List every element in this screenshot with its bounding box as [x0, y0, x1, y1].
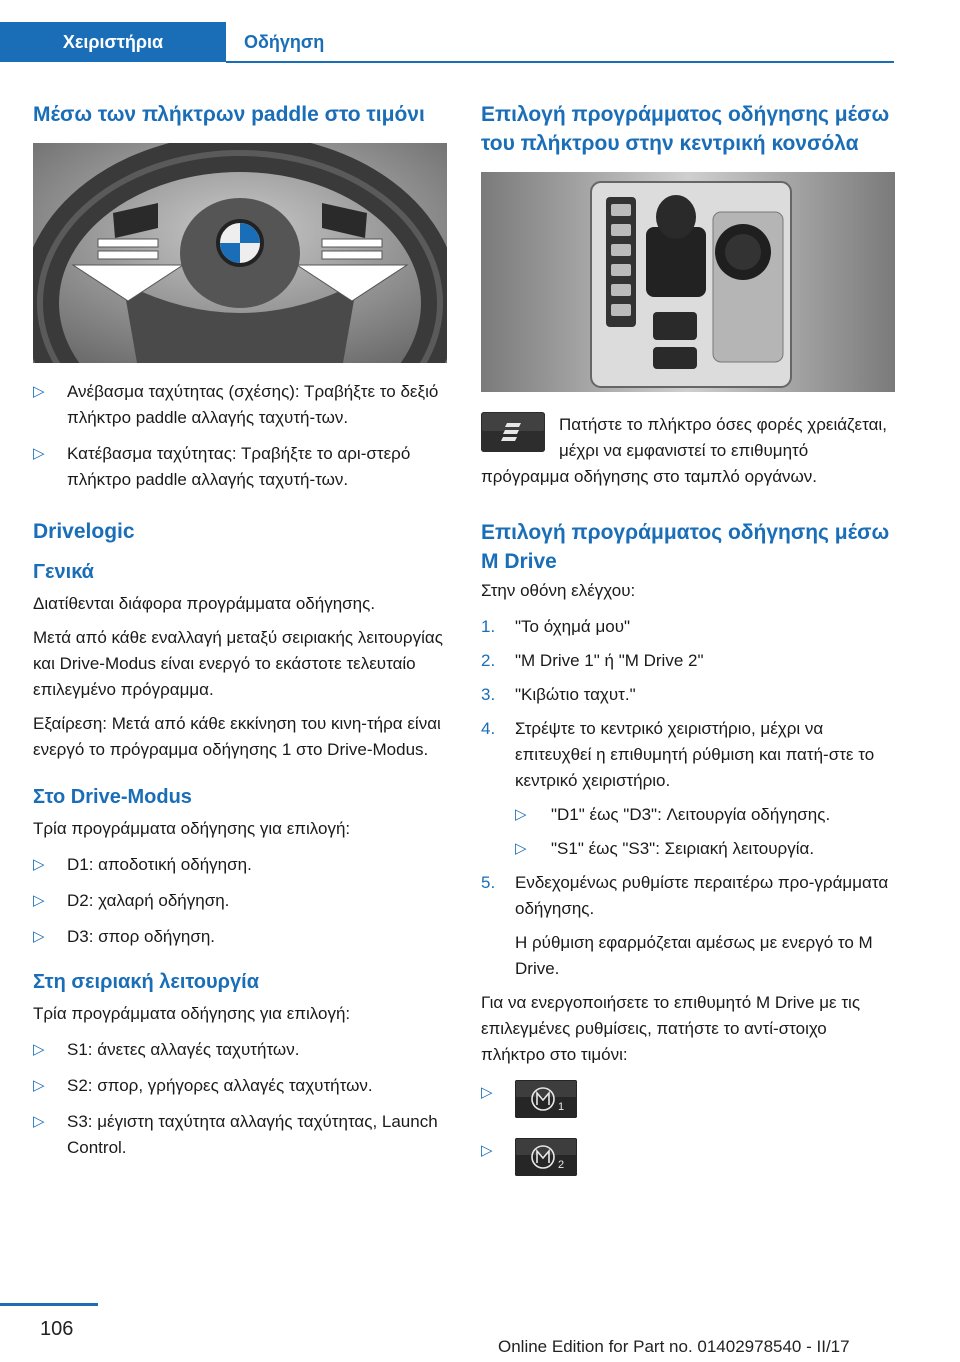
top-header	[0, 0, 960, 62]
drive-mode-button-icon	[481, 412, 545, 452]
console-instruction	[481, 412, 895, 490]
header-divider	[226, 61, 894, 63]
center-console-photo	[481, 172, 895, 392]
m2-subscript: 2	[558, 1159, 565, 1171]
list-item: 2. "M Drive 1" ή "M Drive 2"	[481, 651, 704, 670]
serial-intro: Τρία προγράμματα οδήγησης για επιλογή:	[33, 1004, 351, 1023]
mdrive-intro: Στην οθόνη ελέγχου:	[481, 581, 636, 600]
edition-info: Online Edition for Part no. 01402978540 - II/17	[498, 1337, 850, 1356]
bullet-icon: ▷	[481, 1084, 493, 1101]
bullet-icon: ▷	[33, 856, 45, 873]
list-item: ▷ "D1" έως "D3": Λειτουργία οδήγησης.	[481, 802, 895, 828]
heading-paddle: Μέσω των πλήκτρων paddle στο τιμόνι	[33, 103, 425, 126]
heading-mdrive-selection: Επιλογή προγράμματος οδήγησης μέσω M Drive	[481, 521, 890, 573]
bullet-icon: ▷	[33, 928, 45, 945]
page-number: 106	[40, 1318, 74, 1340]
bullet-icon: ▷	[33, 1113, 45, 1130]
heading-drivelogic: Drivelogic	[33, 520, 135, 543]
list-item: 1. "Το όχημά μου"	[481, 617, 631, 636]
step5-note: Η ρύθμιση εφαρμόζεται αμέσως με ενεργό το M Drive.	[515, 933, 873, 978]
list-item: ▷ D1: αποδοτική οδήγηση.	[33, 852, 447, 878]
tab-driving[interactable]: Οδήγηση	[244, 31, 325, 52]
list-item: ▷ D3: σπορ οδήγηση.	[33, 924, 447, 950]
general-text-3: Εξαίρεση: Μετά από κάθε εκκίνηση του κινη-τήρα είναι ενεργό το πρόγραμμα οδήγησης 1 στο Drive-Modus.	[33, 714, 441, 759]
mdrive-outro: Για να ενεργοποιήσετε το επιθυμητό M Drive με τις επιλεγμένες ρυθμίσεις, πατήστε το αντί-στοιχο πλήκτρο στο τιμόνι:	[481, 993, 861, 1064]
bullet-icon: ▷	[481, 1142, 493, 1159]
console-instruction-text: Πατήστε το πλήκτρο όσες φορές χρειάζεται, μέχρι να εμφανιστεί το επιθυμητό πρόγραμμα οδήγησης στο ταμπλό οργάνων.	[481, 415, 887, 486]
list-item: 5. Ενδεχομένως ρυθμίστε περαιτέρω προ-γράμματα οδήγησης. Η ρύθμιση εφαρμόζεται αμέσως με ενεργό το M Drive.	[481, 870, 895, 982]
heading-serial-mode: Στη σειριακή λειτουργία	[33, 971, 259, 993]
list-item: ▷ S2: σπορ, γρήγορες αλλαγές ταχυτήτων.	[33, 1073, 447, 1099]
bullet-icon: ▷	[33, 1077, 45, 1094]
paddle-list	[33, 379, 447, 493]
mdrive-steps	[481, 614, 895, 982]
heading-general: Γενικά	[33, 561, 94, 583]
right-column	[481, 100, 895, 1192]
left-column	[33, 100, 447, 1171]
mdrive-buttons-list	[481, 1080, 895, 1182]
bullet-icon: ▷	[33, 1041, 45, 1058]
heading-console-selection: Επιλογή προγράμματος οδήγησης μέσω του πλήκτρου στην κεντρική κονσόλα	[481, 103, 890, 155]
steering-wheel-photo	[33, 143, 447, 363]
center-console-illustration	[481, 172, 895, 392]
list-item: ▷ Ανέβασμα ταχύτητας (σχέσης): Τραβήξτε το δεξιό πλήκτρο paddle αλλαγής ταχυτή-των.	[33, 379, 447, 431]
step4-sublist	[481, 802, 895, 862]
drive-modus-intro: Τρία προγράμματα οδήγησης για επιλογή:	[33, 819, 351, 838]
tab-controls[interactable]: Χειριστήρια	[0, 22, 226, 62]
bullet-icon: ▷	[33, 445, 45, 462]
bullet-icon: ▷	[33, 383, 45, 400]
drive-modus-list	[33, 852, 447, 950]
list-item: 3. "Κιβώτιο ταχυτ."	[481, 685, 636, 704]
footer-divider	[0, 1303, 98, 1306]
list-item: ▷ D2: χαλαρή οδήγηση.	[33, 888, 447, 914]
heading-drive-modus: Στο Drive-Modus	[33, 786, 192, 808]
steering-wheel-illustration	[33, 143, 447, 363]
bullet-icon: ▷	[33, 892, 45, 909]
list-item: ▷ S1: άνετες αλλαγές ταχυτήτων.	[33, 1037, 447, 1063]
list-item: 4. Στρέψτε το κεντρικό χειριστήριο, μέχρι να επιτευχθεί η επιθυμητή ρύθμιση και πατή-στε το κεντρικό χειριστήριο. ▷ "D1" έως "D3": Λειτουργία οδήγησης. ▷ "S1" έως "S3": Σειριακή λειτουργία.	[481, 716, 895, 862]
list-item	[481, 1080, 895, 1124]
bullet-icon: ▷	[515, 806, 527, 823]
m1-button-icon	[515, 1080, 577, 1118]
serial-list	[33, 1037, 447, 1161]
list-item	[481, 1138, 895, 1182]
list-item: ▷ S3: μέγιστη ταχύτητα αλλαγής ταχύτητας, Launch Control.	[33, 1109, 447, 1161]
m2-button-icon	[515, 1138, 577, 1176]
m1-subscript: 1	[558, 1101, 565, 1113]
general-text-1: Διατίθενται διάφορα προγράμματα οδήγησης.	[33, 594, 376, 613]
general-text-2: Μετά από κάθε εναλλαγή μεταξύ σειριακής λειτουργίας και Drive-Modus είναι ενεργό το εκάστοτε τελευταίο επιλεγμένο πρόγραμμα.	[33, 628, 443, 699]
bullet-icon: ▷	[515, 840, 527, 857]
list-item: ▷ Κατέβασμα ταχύτητας: Τραβήξτε το αρι-στερό πλήκτρο paddle αλλαγής ταχυτή-των.	[33, 441, 447, 493]
list-item: ▷ "S1" έως "S3": Σειριακή λειτουργία.	[481, 836, 895, 862]
